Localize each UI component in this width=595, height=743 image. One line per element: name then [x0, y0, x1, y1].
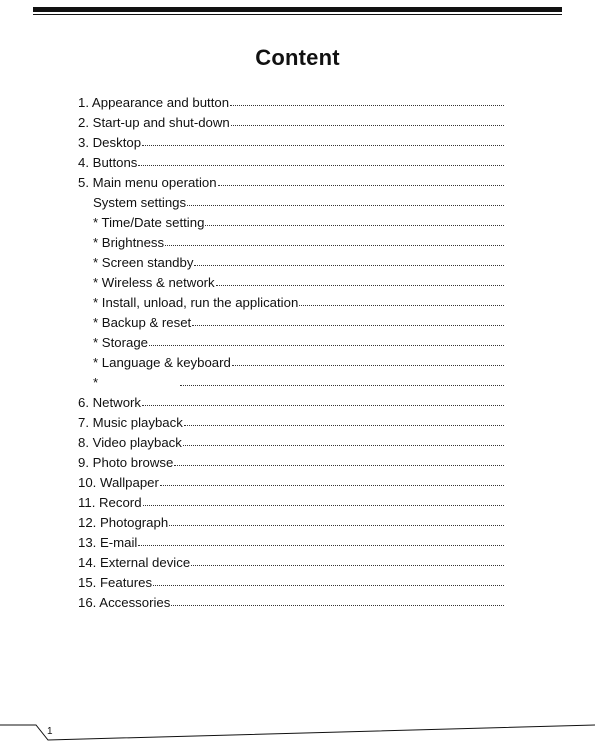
toc-dot-leader — [174, 451, 504, 466]
toc-dot-leader — [142, 391, 504, 406]
toc-entry-label: * Storage — [93, 335, 148, 350]
toc-entry[interactable] — [78, 352, 504, 372]
toc-entry[interactable] — [78, 212, 504, 232]
toc-entry[interactable] — [78, 292, 504, 312]
toc-entry[interactable] — [78, 412, 504, 432]
toc-dot-leader — [165, 231, 504, 246]
toc-entry-label: 16. Accessories — [78, 595, 171, 610]
toc-dot-leader — [192, 311, 504, 326]
toc-entry-label: 12. Photograph — [78, 515, 169, 530]
toc-entry-label: 6. Network — [78, 395, 142, 410]
toc-entry-label: 11. Record — [78, 495, 142, 510]
toc-entry-label: * Backup & reset — [93, 315, 192, 330]
toc-entry-label: 14. External device — [78, 555, 191, 570]
toc-entry-label: 4. Buttons — [78, 155, 138, 170]
toc-entry-label: 15. Features — [78, 575, 153, 590]
toc-entry[interactable] — [78, 492, 504, 512]
header-rule — [33, 7, 562, 12]
toc-dot-leader — [169, 511, 504, 526]
toc-dot-leader — [183, 431, 504, 446]
toc-dot-leader — [187, 191, 504, 206]
toc-entry[interactable] — [78, 532, 504, 552]
toc-entry-label: * — [93, 375, 99, 390]
toc-entry[interactable] — [78, 132, 504, 152]
toc-dot-leader — [218, 171, 504, 186]
toc-entry[interactable] — [78, 372, 504, 392]
toc-entry[interactable] — [78, 432, 504, 452]
toc-entry[interactable] — [78, 592, 504, 612]
page-title: Content — [255, 45, 340, 70]
toc-dot-leader — [216, 271, 504, 286]
toc-entry-label: * Brightness — [93, 235, 165, 250]
toc-dot-leader — [205, 211, 504, 226]
toc-entry[interactable] — [78, 92, 504, 112]
toc-entry-label: 13. E-mail — [78, 535, 138, 550]
toc-dot-leader — [171, 591, 504, 606]
toc-entry-label: 2. Start-up and shut-down — [78, 115, 230, 130]
toc-entry[interactable] — [78, 232, 504, 252]
toc-entry[interactable] — [78, 192, 504, 212]
toc-entry-label: * Install, unload, run the application — [93, 295, 299, 310]
toc-entry[interactable] — [78, 572, 504, 592]
toc-entry[interactable] — [78, 112, 504, 132]
toc-dot-leader — [149, 331, 504, 346]
toc-dot-leader — [230, 91, 504, 106]
toc-entry-label: * Language & keyboard — [93, 355, 231, 370]
toc-dot-leader — [138, 531, 504, 546]
toc-entry[interactable] — [78, 152, 504, 172]
toc-dot-leader — [153, 571, 504, 586]
toc-dot-leader — [184, 411, 504, 426]
toc-dot-leader — [160, 471, 504, 486]
toc-dot-leader — [143, 491, 504, 506]
toc-entry-label: 1. Appearance and button — [78, 95, 230, 110]
toc-dot-leader — [142, 131, 504, 146]
toc-dot-leader — [180, 371, 504, 386]
toc-dot-leader — [299, 291, 504, 306]
toc-entry[interactable] — [78, 172, 504, 192]
toc-entry-label: 5. Main menu operation — [78, 175, 217, 190]
toc-entry-label: * Wireless & network — [93, 275, 215, 290]
toc-entry-label: 9. Photo browse — [78, 455, 174, 470]
toc-entry[interactable] — [78, 332, 504, 352]
toc-dot-leader — [232, 351, 504, 366]
toc-entry-label: 10. Wallpaper — [78, 475, 159, 490]
toc-entry[interactable] — [78, 472, 504, 492]
toc-dot-leader — [194, 251, 504, 266]
toc-entry-label: System settings — [93, 195, 187, 210]
toc-dot-leader — [231, 111, 504, 126]
footer-rule — [0, 723, 595, 743]
toc-entry[interactable] — [78, 452, 504, 472]
toc-dot-leader — [138, 151, 504, 166]
toc-entry[interactable] — [78, 252, 504, 272]
toc-entry-label: 8. Video playback — [78, 435, 182, 450]
toc-entry-label: * Screen standby — [93, 255, 194, 270]
toc-entry[interactable] — [78, 392, 504, 412]
header-rule-thin — [33, 14, 562, 15]
page-number: 1 — [47, 726, 53, 737]
toc-entry-label: 7. Music playback — [78, 415, 183, 430]
toc-entry[interactable] — [78, 552, 504, 572]
toc-entry-label: 3. Desktop — [78, 135, 142, 150]
table-of-contents — [78, 92, 504, 612]
toc-entry-label: * Time/Date setting — [93, 215, 205, 230]
toc-dot-leader — [191, 551, 504, 566]
toc-entry[interactable] — [78, 512, 504, 532]
toc-entry[interactable] — [78, 272, 504, 292]
toc-entry[interactable] — [78, 312, 504, 332]
